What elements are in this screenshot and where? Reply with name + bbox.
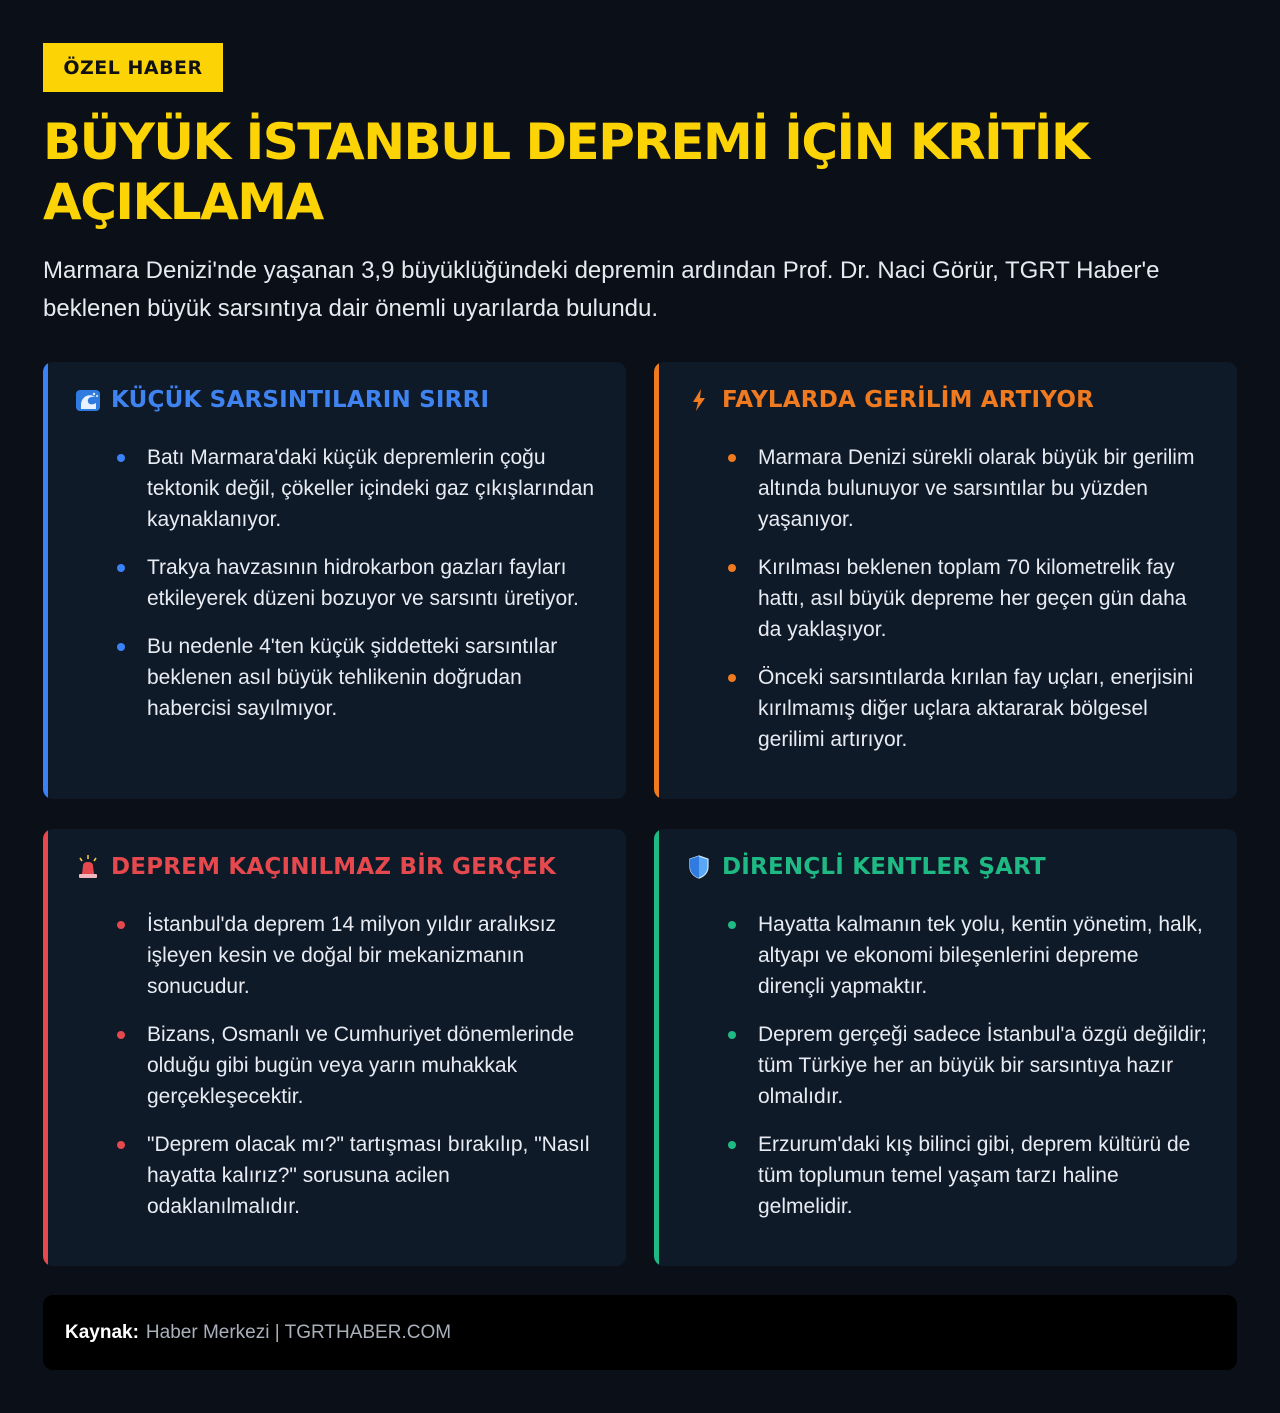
list-item: Trakya havzasının hidrokarbon gazları fayları etkileyerek düzeni bozuyor ve sarsıntı üretiyor.: [147, 552, 602, 614]
card-small-tremors: [43, 362, 626, 799]
list-item: Batı Marmara'daki küçük depremlerin çoğu tektonik değil, çökeller içindeki gaz çıkışlarından kaynaklanıyor.: [147, 442, 602, 535]
list-item: Bizans, Osmanlı ve Cumhuriyet dönemlerinde olduğu gibi bugün veya yarın muhakkak gerçekleşecektir.: [147, 1019, 602, 1112]
source-footer: [43, 1295, 1237, 1370]
list-item: Erzurum'daki kış bilinci gibi, deprem kültürü de tüm toplumun temel yaşam tarzı haline gelmelidir.: [758, 1129, 1213, 1222]
card-title: KÜÇÜK SARSINTILARIN SIRRI: [111, 387, 490, 413]
list-item: Bu nedenle 4'ten küçük şiddetteki sarsıntılar beklenen asıl büyük tehlikenin doğrudan habercisi sayılmıyor.: [147, 631, 602, 724]
card-resilient-cities: [654, 829, 1237, 1266]
card-inevitable-quake: [43, 829, 626, 1266]
lead-paragraph: Marmara Denizi'nde yaşanan 3,9 büyüklüğündeki depremin ardından Prof. Dr. Naci Görür, TGRT Haber'e beklenen büyük sarsıntıya dair önemli uyarılarda bulundu.: [43, 257, 1160, 322]
wave-icon: [75, 387, 101, 413]
bullet-list: [686, 442, 1213, 755]
siren-icon: [75, 854, 101, 880]
bullet-list: [75, 442, 602, 724]
source-text: Haber Merkezi | TGRTHABER.COM: [145, 1321, 452, 1343]
list-item: Marmara Denizi sürekli olarak büyük bir gerilim altında bulunuyor ve sarsıntılar bu yüzden yaşanıyor.: [758, 442, 1213, 535]
page-title: BÜYÜK İSTANBUL DEPREMİ İÇİN KRİTİK AÇIKLAMA: [43, 113, 1089, 231]
card-title: DEPREM KAÇINILMAZ BİR GERÇEK: [111, 854, 556, 880]
card-title: FAYLARDA GERİLİM ARTIYOR: [722, 387, 1094, 413]
list-item: İstanbul'da deprem 14 milyon yıldır aralıksız işleyen kesin ve doğal bir mekanizmanın sonucudur.: [147, 909, 602, 1002]
list-item: Hayatta kalmanın tek yolu, kentin yönetim, halk, altyapı ve ekonomi bileşenlerini depreme dirençli yapmaktır.: [758, 909, 1213, 1002]
lightning-icon: [686, 387, 712, 413]
list-item: Önceki sarsıntılarda kırılan fay uçları, enerjisini kırılmamış diğer uçlara aktararak bölgesel gerilimi artırıyor.: [758, 662, 1213, 755]
source-label: Kaynak:: [65, 1321, 139, 1343]
card-fault-tension: [654, 362, 1237, 799]
list-item: Deprem gerçeği sadece İstanbul'a özgü değildir; tüm Türkiye her an büyük bir sarsıntıya hazır olmalıdır.: [758, 1019, 1213, 1112]
shield-icon: [686, 854, 712, 880]
special-news-badge: ÖZEL HABER: [43, 43, 223, 92]
list-item: "Deprem olacak mı?" tartışması bırakılıp, "Nasıl hayatta kalırız?" sorusuna acilen odaklanılmalıdır.: [147, 1129, 602, 1222]
list-item: Kırılması beklenen toplam 70 kilometrelik fay hattı, asıl büyük depreme her geçen gün daha da yaklaşıyor.: [758, 552, 1213, 645]
card-title: DİRENÇLİ KENTLER ŞART: [722, 854, 1046, 880]
bullet-list: [686, 909, 1213, 1222]
bullet-list: [75, 909, 602, 1222]
